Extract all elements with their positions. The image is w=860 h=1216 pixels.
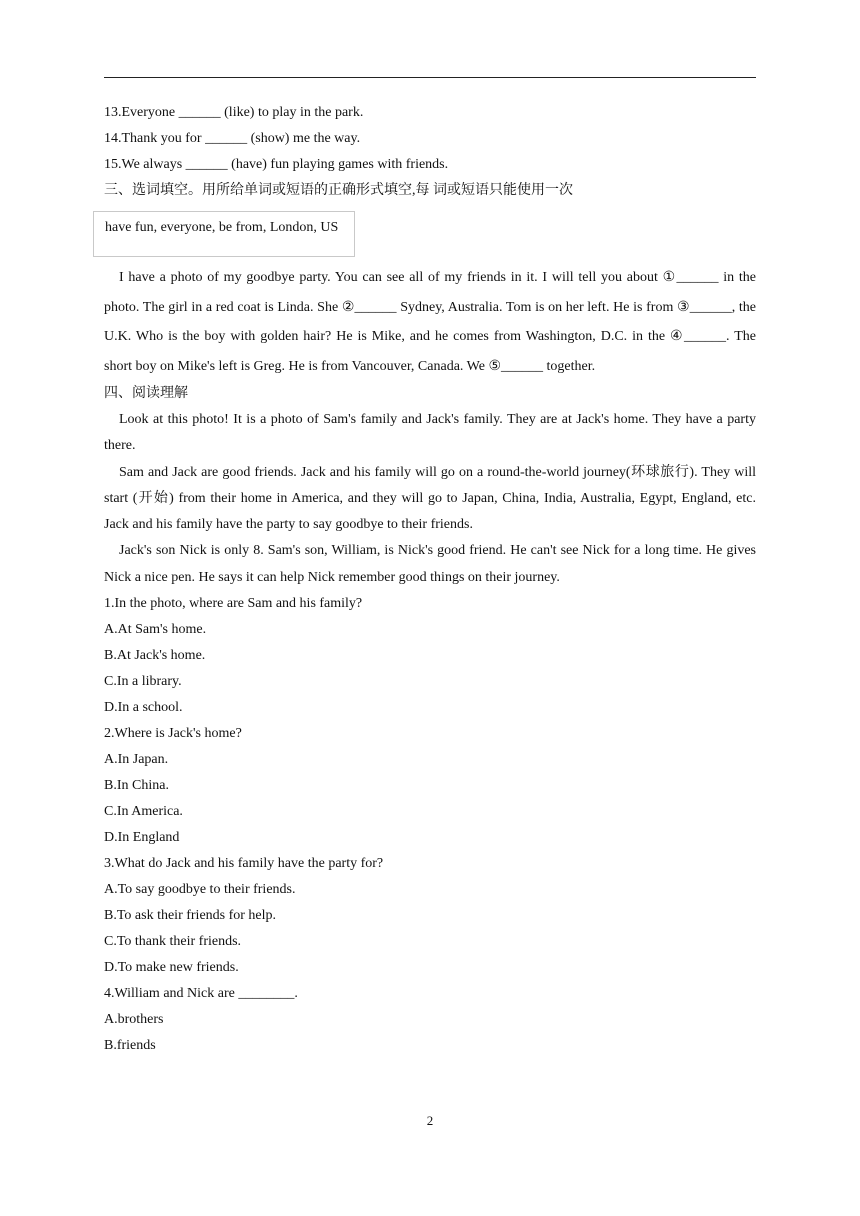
question-3-option-c: C.To thank their friends. bbox=[104, 934, 242, 950]
question-2-option-a: A.In Japan. bbox=[104, 752, 169, 768]
question-2: 2.Where is Jack's home? bbox=[104, 726, 242, 742]
question-4-option-a: A.brothers bbox=[104, 1012, 164, 1028]
question-2-option-b: B.In China. bbox=[104, 778, 169, 794]
reading-paragraph-1: Look at this photo! It is a photo of Sam's family and Jack's family. They are at Jack's home. They have a party there. bbox=[104, 412, 756, 454]
exercise-item-14: 14.Thank you for ______ (show) me the way. bbox=[104, 131, 361, 146]
question-3-option-b: B.To ask their friends for help. bbox=[104, 908, 277, 924]
reading-paragraph-2: Sam and Jack are good friends. Jack and his family will go on a round-the-world journey(环球旅行). They will start (开始) from their home in America, and they will go to Japan, China, India, Australia, Egypt, England, etc. Jack and his family have the party to say goodbye to their friends. bbox=[104, 464, 756, 533]
question-1: 1.In the photo, where are Sam and his family? bbox=[104, 596, 363, 612]
question-1-option-a: A.At Sam's home. bbox=[104, 622, 207, 638]
question-1-option-b: B.At Jack's home. bbox=[104, 648, 206, 664]
exercise-item-15: 15.We always ______ (have) fun playing games with friends. bbox=[104, 157, 449, 172]
question-3: 3.What do Jack and his family have the party for? bbox=[104, 856, 384, 872]
page-content bbox=[104, 100, 756, 1059]
question-3-option-a: A.To say goodbye to their friends. bbox=[104, 882, 296, 898]
question-2-option-c: C.In America. bbox=[104, 804, 183, 820]
question-1-option-d: D.In a school. bbox=[104, 700, 183, 716]
section-3-heading: 三、选词填空。用所给单词或短语的正确形式填空,每 词或短语只能使用一次 bbox=[104, 183, 573, 198]
question-3-option-d: D.To make new friends. bbox=[104, 960, 239, 976]
question-1-option-c: C.In a library. bbox=[104, 674, 182, 690]
header-rule bbox=[104, 77, 756, 78]
page-number: 2 bbox=[426, 1113, 434, 1128]
cloze-passage: I have a photo of my goodbye party. You can see all of my friends in it. I will tell you about ①______ in the photo. The girl in a red coat is Linda. She ②______ Sydney, Australia. Tom is on her left. He is from ③______, the U.K. Who is the boy with golden hair? He is Mike, and he comes from Washington, D.C. in the ④______. The short boy on Mike's left is Greg. He is from Vancouver, Canada. We ⑤______ together. bbox=[104, 270, 756, 374]
reading-paragraph-3: Jack's son Nick is only 8. Sam's son, William, is Nick's good friend. He can't see Nick for a long time. He gives Nick a nice pen. He says it can help Nick remember good things on their journey. bbox=[104, 543, 756, 585]
word-box-text: have fun, everyone, be from, London, US bbox=[105, 220, 339, 235]
question-4: 4.William and Nick are ________. bbox=[104, 986, 298, 1002]
section-4-heading: 四、阅读理解 bbox=[104, 386, 188, 401]
question-4-option-b: B.friends bbox=[104, 1038, 156, 1054]
exercise-item-13: 13.Everyone ______ (like) to play in the park. bbox=[104, 105, 364, 120]
word-box bbox=[93, 211, 355, 257]
question-2-option-d: D.In England bbox=[104, 830, 180, 846]
